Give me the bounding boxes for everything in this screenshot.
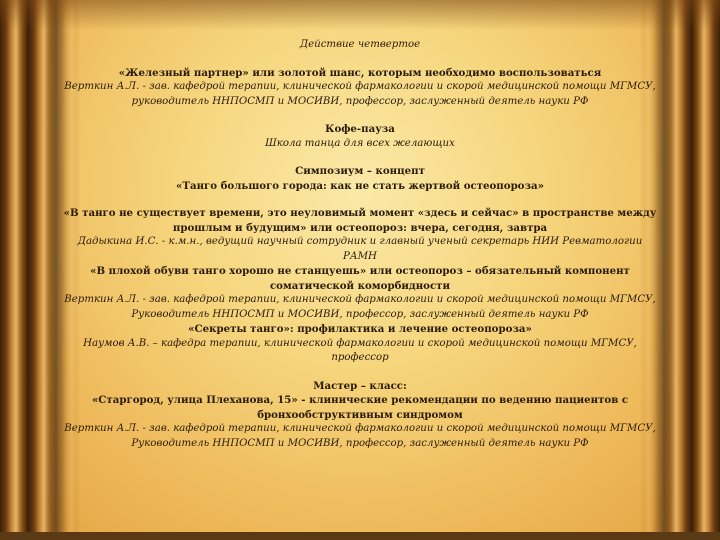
talk-2-title: «В плохой обуви танго хорошо не станцуешь» или остеопороз – обязательный компонент соматической коморбидности	[90, 265, 630, 292]
symposium-title: «Танго большого города: как не стать жертвой остеопороза»	[176, 179, 544, 192]
talk-1-speaker: Дадыкина И.С. - к.м.н., ведущий научный сотрудник и главный ученый секретарь НИИ Ревматологии РАМН	[77, 236, 643, 262]
master-class-speaker: Верткин А.Л. - зав. кафедрой терапии, клинической фармакологии и скорой медицинской помощи МГМСУ, Руководитель ННПОСМП и МОСИВИ, профессор, заслуженный деятель науки РФ	[64, 423, 656, 449]
session-speaker: Верткин А.Л. - зав. кафедрой терапии, клинической фармакологии и скорой медицинской помощи МГМСУ, руководитель ННПОСМП и МОСИВИ, профессор, заслуженный деятель науки РФ	[64, 81, 656, 107]
talk-2-speaker: Верткин А.Л. - зав. кафедрой терапии, клинической фармакологии и скорой медицинской помощи МГМСУ, Руководитель ННПОСМП и МОСИВИ, профессор, заслуженный деятель науки РФ	[64, 294, 656, 320]
master-class-title: «Старгород, улица Плеханова, 15» - клинические рекомендации по ведению пациентов с бронхообструктивным синдромом	[91, 394, 629, 421]
curtain-valance	[0, 0, 720, 30]
talk-3-speaker: Наумов А.В. – кафедра терапии, клинической фармакологии и скорой медицинской помощи МГМСУ, профессор	[83, 337, 637, 363]
symposium-heading: Симпозиум – концепт	[295, 165, 425, 177]
stage-floor	[0, 532, 720, 540]
talk-1-title: «В танго не существует времени, это неуловимый момент «здесь и сейчас» в пространстве между прошлым и будущим» или остеопороз: вчера, сегодня, завтра	[63, 207, 657, 234]
master-class-heading: Мастер – класс:	[313, 379, 407, 392]
talk-3-title: «Секреты танго»: профилактика и лечение остеопороза»	[188, 323, 532, 335]
program-text	[62, 38, 658, 451]
break-title: Кофе-пауза	[325, 123, 395, 135]
break-subtitle: Школа танца для всех желающих	[265, 137, 455, 149]
act-title: Действие четвертое	[299, 39, 421, 50]
session-title: «Железный партнер» или золотой шанс, которым необходимо воспользоваться	[118, 66, 602, 79]
